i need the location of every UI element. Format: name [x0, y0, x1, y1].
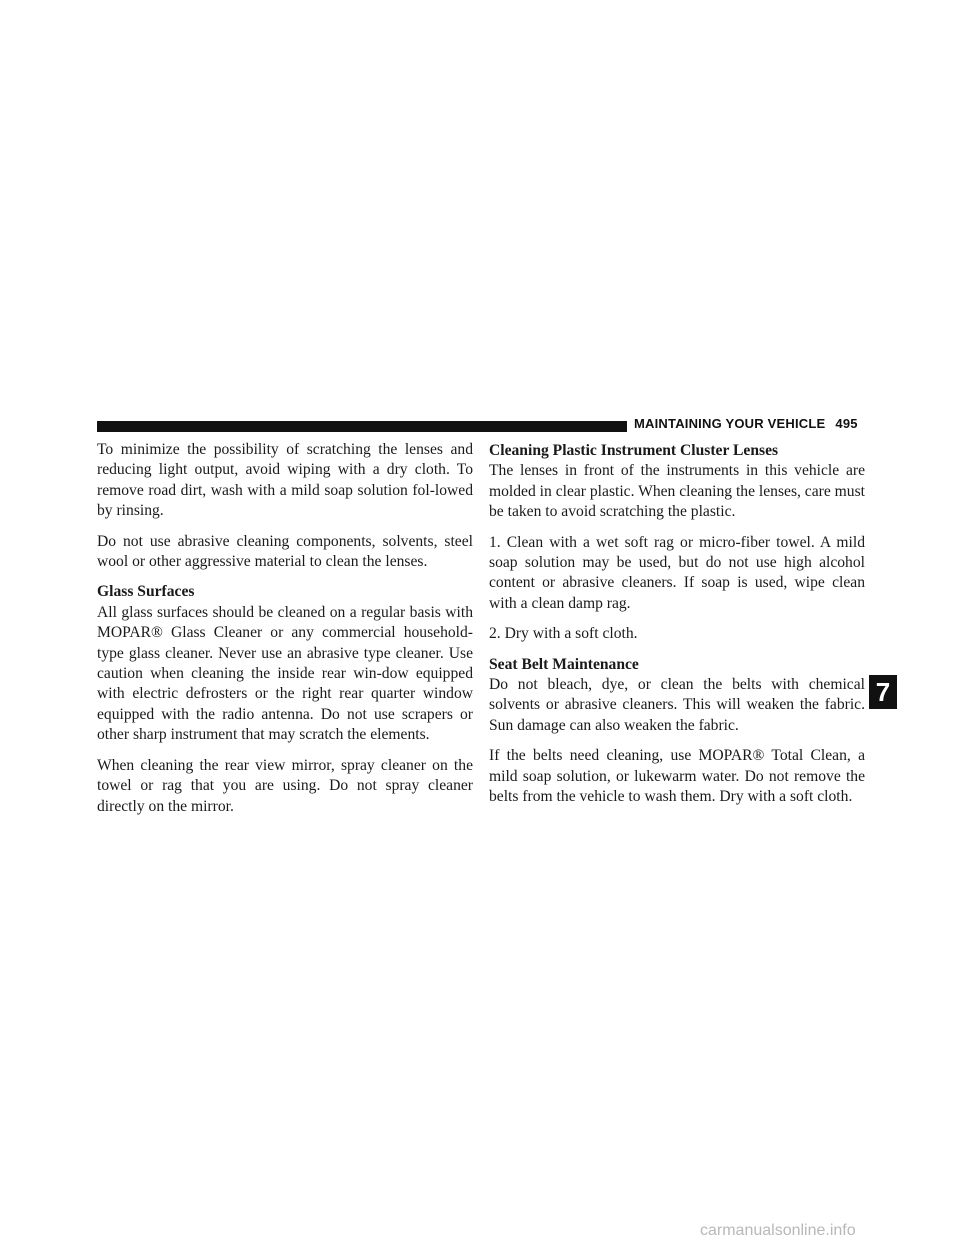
section-title: MAINTAINING YOUR VEHICLE [634, 416, 826, 431]
step-one-paragraph: 1. Clean with a wet soft rag or micro-fiber towel. A mild soap solution may be used, but do not use high alcohol content or abrasive cleaners. If soap is used, wipe clean with a clean damp rag. [489, 533, 865, 612]
lens-wiping-paragraph: To minimize the possibility of scratching the lenses and reducing light output, avoid wiping with a dry cloth. To remove road dirt, wash with a mild soap solution fol-lowed by rinsing. [97, 441, 473, 520]
seat-belt-cleaning-paragraph: If the belts need cleaning, use MOPAR® Total Clean, a mild soap solution, or lukewarm water. Do not remove the belts from the vehicle to wash them. Dry with a soft cloth. [489, 747, 865, 806]
left-column [97, 440, 473, 827]
seat-belt-heading: Seat Belt Maintenance [489, 655, 639, 673]
chapter-tab: 7 [869, 675, 897, 709]
right-column [489, 441, 865, 818]
instrument-lenses-heading: Cleaning Plastic Instrument Cluster Lenses [489, 442, 779, 459]
page-number: 495 [835, 416, 858, 431]
glass-surfaces-heading: Glass Surfaces [97, 583, 195, 601]
instrument-lenses-paragraph: The lenses in front of the instruments in this vehicle are molded in clear plastic. When cleaning the lenses, care must be taken to avoid scratching the plastic. [489, 462, 865, 521]
seat-belt-warning-paragraph: Do not bleach, dye, or clean the belts with chemical solvents or abrasive cleaners. This will weaken the fabric. Sun damage can also weaken the fabric. [489, 676, 865, 734]
abrasive-warning-paragraph: Do not use abrasive cleaning components, solvents, steel wool or other aggressive material to clean the lenses. [97, 532, 473, 571]
running-header [634, 416, 858, 431]
glass-surfaces-paragraph: All glass surfaces should be cleaned on a regular basis with MOPAR® Glass Cleaner or any commercial household-type glass cleaner. Never use an abrasive type cleaner. Use caution when cleaning the inside rear win-dow equipped with electric defrosters or the right rear quarter window equipped with the radio antenna. Do not use scrapers or other sharp instrument that may scratch the elements. [97, 603, 473, 744]
watermark-text: carmanualsonline.info [700, 1222, 856, 1239]
mirror-cleaning-paragraph: When cleaning the rear view mirror, spray cleaner on the towel or rag that you are using. Do not spray cleaner directly on the mirror. [97, 756, 473, 815]
header-rule [97, 421, 627, 432]
step-two-paragraph: 2. Dry with a soft cloth. [489, 625, 638, 643]
